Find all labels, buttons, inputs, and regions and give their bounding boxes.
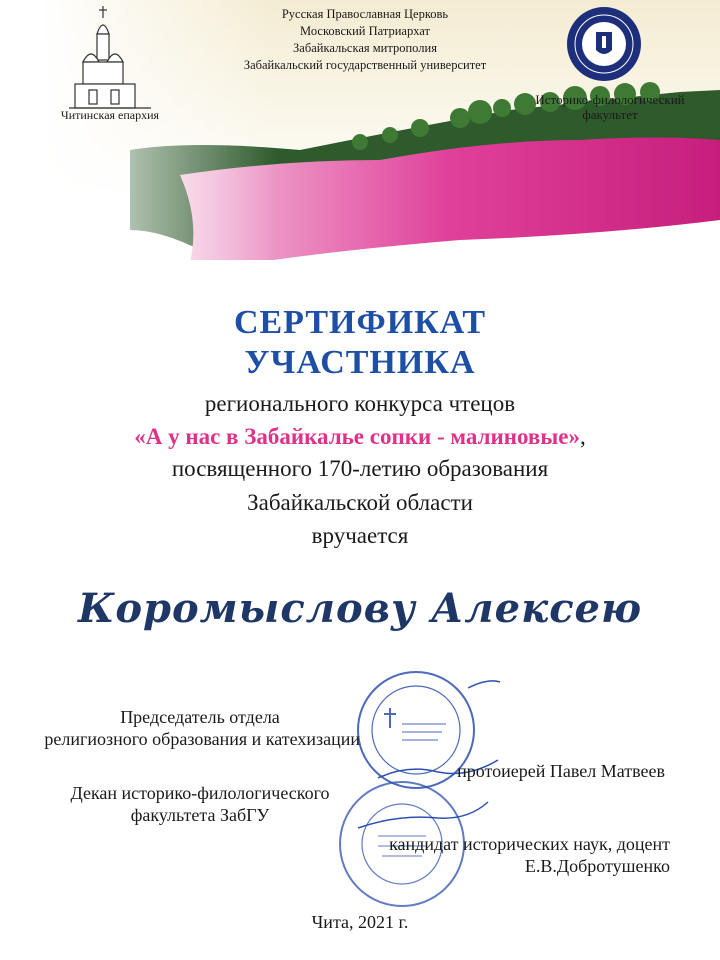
certificate-subtitle: УЧАСТНИКА	[244, 344, 476, 381]
place-and-year: Чита, 2021 г.	[311, 912, 409, 932]
contest-name-text: «А у нас в Забайкалье сопки - малиновые»	[134, 424, 581, 449]
chair-title-line-2: религиозного образования и катехизации	[44, 729, 360, 749]
anniversary-line: посвященного 170-летию образования	[171, 456, 549, 481]
header-line-metropolis: Забайкальская митрополия	[293, 41, 437, 55]
right-caption-line-2: факультет	[582, 107, 638, 122]
dean-name-line-1: кандидат исторических наук, доцент	[389, 834, 670, 854]
dean-title-line-1: Декан историко-филологического	[70, 783, 330, 803]
chair-name: протоиерей Павел Матвеев	[457, 761, 665, 781]
dean-title-line-2: факультета ЗабГУ	[130, 805, 270, 825]
dean-title	[40, 782, 360, 826]
header-line-university: Забайкальский государственный университет	[243, 58, 487, 72]
chair-title	[40, 706, 360, 750]
award-line: вручается	[311, 523, 409, 548]
contest-name	[0, 423, 720, 451]
organizations-header	[200, 6, 530, 74]
header-line-patriarchate: Московский Патриархат	[300, 24, 430, 38]
church-logo-icon	[55, 4, 165, 120]
contest-description: регионального конкурса чтецов	[204, 391, 516, 416]
header-line-church: Русская Православная Церковь	[281, 7, 449, 21]
chair-title-line-1: Председатель отдела	[120, 707, 280, 727]
dean-name-line-2: Е.В.Добротушенко	[524, 856, 670, 876]
left-logo-caption: Читинская епархия	[60, 108, 160, 122]
right-logo-caption	[520, 92, 700, 122]
recipient-name: Коромыслову Алексею	[77, 585, 643, 632]
certificate-title: СЕРТИФИКАТ	[233, 304, 487, 341]
region-line: Забайкальской области	[247, 490, 473, 515]
signature-stroke-2	[358, 802, 488, 828]
dean-name	[330, 833, 670, 877]
university-seal-icon	[566, 6, 642, 82]
right-caption-line-1: Историко-филологический	[535, 92, 685, 107]
contest-name-comma: ,	[580, 424, 586, 449]
